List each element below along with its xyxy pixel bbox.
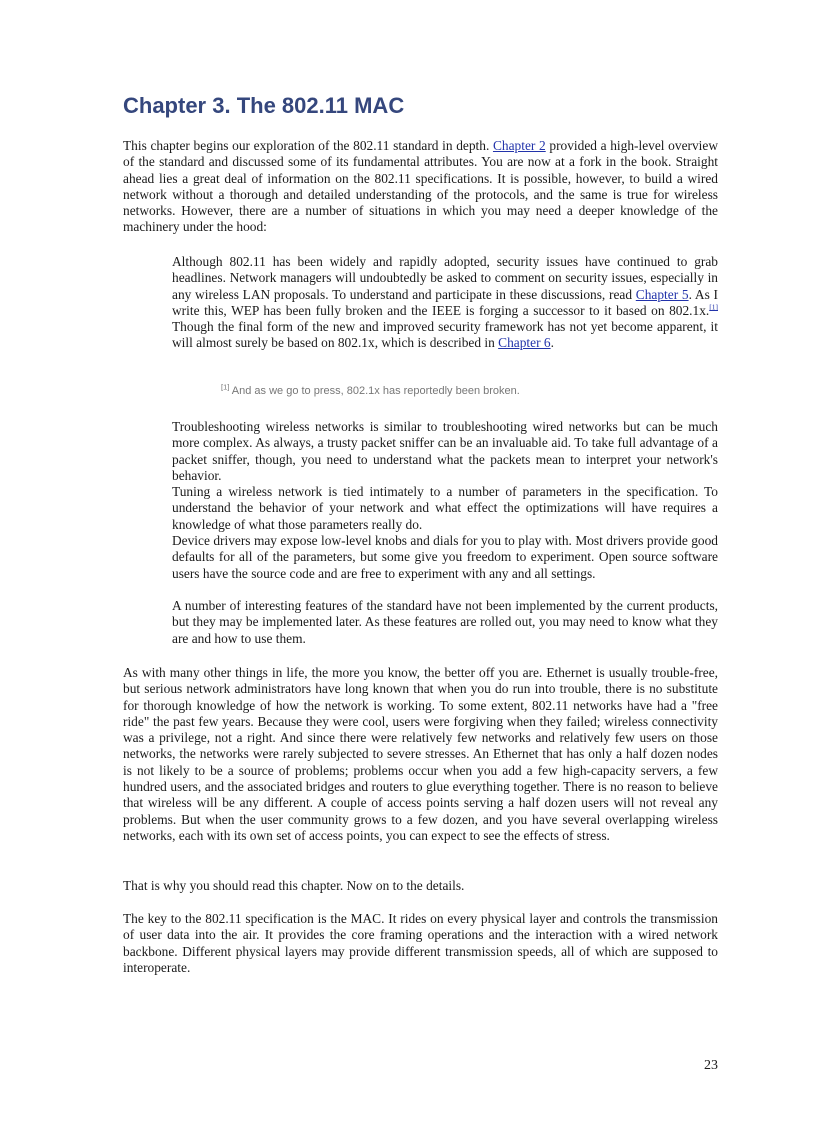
security-text-4: . [550,335,554,351]
footnote-marker: [1] [221,382,230,392]
mac-paragraph: The key to the 802.11 specification is the MAC. It rides on every physical layer and controls the transmission of user data into the air. It provides the core framing operations and the interaction with a wired network backbone. Different physical layers may provide different transmission speeds, all of which are supposed to interoperate. [123,911,718,975]
stress-paragraph: As with many other things in life, the more you know, the better off you are. Ethernet is usually trouble-free, but serious network administrators have long known that when you do run into trouble, there is no substitute for thorough knowledge of how the network is working. To some extent, 802.11 networks have had a "free ride" the past few years. Because they were cool, users were forgiving when they failed; wireless connectivity was a privilege, not a right. And since there were relatively few networks and relatively few users on those networks, the networks were rarely subjected to severe stresses. An Ethernet that has only a half dozen nodes is not likely to be a source of problems; problems occur when you add a few high-capacity servers, a few hundred users, and the associated bridges and routers to glue everything together. There is no reason to believe that wireless will be any different. A couple of access points serving a half dozen users will not reveal any problems. But when the user community grows to a few dozen, and you have several overlapping wireless networks, each with its own set of access points, you can expect to see the effects of stress. [123,665,718,843]
list-item-drivers: Device drivers may expose low-level knobs and dials for you to play with. Most drivers provide good defaults for all of the parameters, but some give you freedom to experiment. Open source software users have the source code and are free to experiment with any and all settings. [172,533,718,581]
chapter-2-link[interactable]: Chapter 2 [492,138,546,153]
why-paragraph: That is why you should read this chapter. Now on to the details. [123,878,465,893]
chapter-6-link[interactable]: Chapter 6 [498,335,551,351]
list-item-security [172,254,718,352]
list-item-features: A number of interesting features of the standard have not been implemented by the current products, but they may be implemented later. As these features are rolled out, you may need to know what they are and how to use them. [172,598,718,646]
footnote-ref-link[interactable]: [1] [709,302,718,312]
intro-text-2: provided a high-level overview of the standard and discussed some of its fundamental attributes. You are now at a fork in the book. Straight ahead lies a great deal of information on the 802.11 specifications. It is possible, however, to build a wired network without a thorough and detailed understanding of the protocols, and the same is true for wireless networks. However, there are a number of situations in which you may need a deeper knowledge of the machinery under the hood: [123,138,719,235]
intro-paragraph [123,138,718,236]
intro-text-1: This chapter begins our exploration of the 802.11 standard in depth. [123,138,493,153]
page-number: 23 [704,1058,718,1073]
security-text-3: Though the final form of the new and improved security framework has not yet become apparent, it will almost surely be based on 802.1x, which is described in [172,319,718,351]
chapter-title: Chapter 3. The 802.11 MAC [123,93,405,118]
list-item-troubleshooting: Troubleshooting wireless networks is similar to troubleshooting wired networks but can be much more complex. As always, a trusty packet sniffer can be an invaluable aid. To take full advantage of a packet sniffer, though, you need to understand what the packets mean to interpret your network's behavior. [172,419,718,483]
list-item-tuning: Tuning a wireless network is tied intimately to a number of parameters in the specification. To understand the behavior of your network and what effect the optimizations will have requires a knowledge of what those parameters really do. [172,484,718,532]
chapter-5-link[interactable]: Chapter 5 [635,286,689,302]
security-text-1: Although 802.11 has been widely and rapidly adopted, security issues have continued to grab headlines. Network managers will undoubtedly be asked to comment on security issues, especially in any wireless LAN proposals. To understand and participate in these discussions, read [172,254,718,302]
footnote-text: And as we go to press, 802.1x has reportedly been broken. [229,385,520,397]
security-text-2: . As I write this, WEP has been fully broken and the IEEE is forging a successor to it based on 802.1x. [172,286,718,318]
footnote [221,382,520,397]
